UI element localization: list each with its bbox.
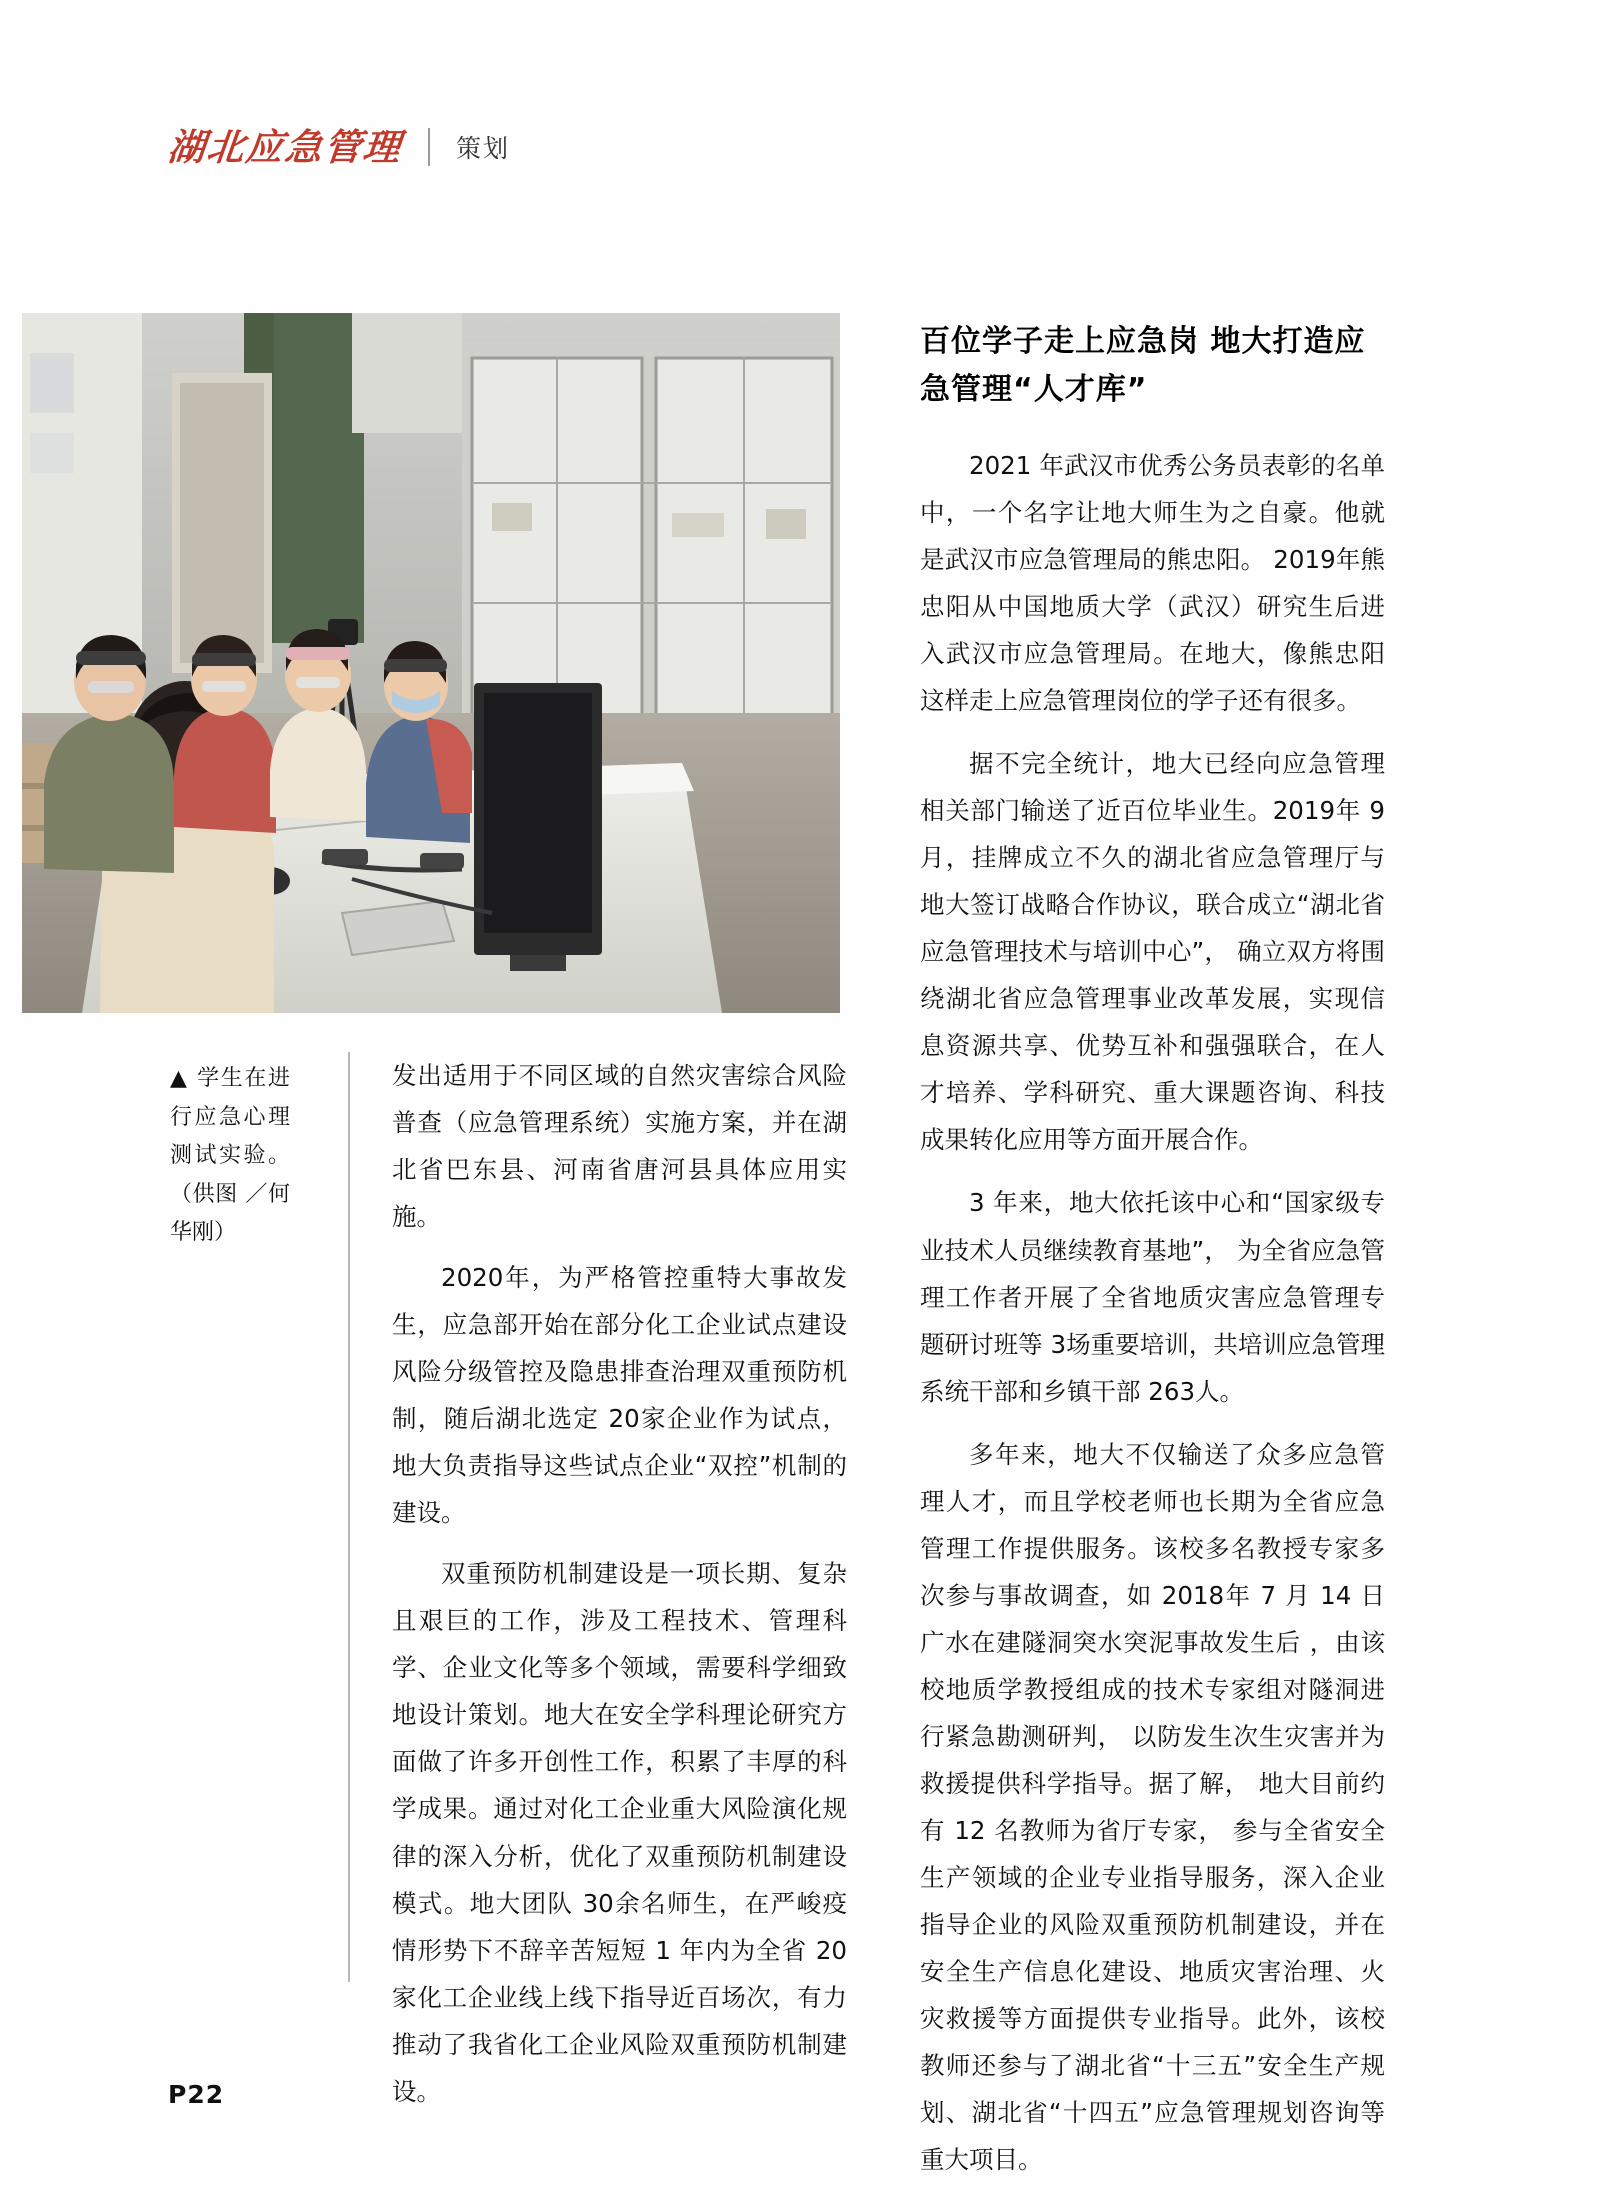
paragraph: 双重预防机制建设是一项长期、复杂且艰巨的工作，涉及工程技术、管理科学、企业文化等多个领域，需要科学细致地设计策划。地大在安全学科理论研究方面做了许多开创性工作，积累了丰厚的科学成果。通过对化工企业重大风险演化规律的深入分析，优化了双重预防机制建设模式。地大团队 30余名师生，在严峻疫情形势下不辞辛苦短短 1 年内为全省 20家化工企业线上线下指导近百场次，有力推动了我省化工企业风险双重预防机制建设。	[392, 1559, 847, 2106]
masthead-divider	[428, 128, 430, 166]
paragraph: 2020年，为严格管控重特大事故发生，应急部开始在部分化工企业试点建设风险分级管控及隐患排查治理双重预防机制，随后湖北选定 20家企业作为试点，地大负责指导这些试点企业“双控”机制的建设。	[392, 1263, 847, 1528]
right-body-column	[920, 318, 1385, 2199]
paragraph: 多年来，地大不仅输送了众多应急管理人才，而且学校老师也长期为全省应急管理工作提供服务。该校多名教授专家多次参与事故调查，如 2018年 7 月 14 日广水在建隧洞突水突泥事故发生后 ，由该校地质学教授组成的技术专家组对隧洞进行紧急勘测研判， 以防发生次生灾害并为救援提供科学指导。据了解， 地大目前约有 12 名教师为省厅专家， 参与全省安全生产领域的企业专业指导服务，深入企业指导企业的风险双重预防机制建设，并在安全生产信息化建设、地质灾害治理、火灾救援等方面提供专业指导。此外，该校教师还参与了湖北省“十三五”安全生产规划、湖北省“十四五”应急管理规划咨询等重大项目。	[920, 1439, 1385, 2175]
column-divider	[348, 1052, 350, 1982]
masthead	[165, 124, 511, 169]
paragraph: 2021 年武汉市优秀公务员表彰的名单中，一个名字让地大师生为之自豪。他就是武汉市应急管理局的熊忠阳。 2019年熊忠阳从中国地质大学（武汉）研究生后进入武汉市应急管理局。在地大，像熊忠阳这样走上应急管理岗位的学子还有很多。	[920, 451, 1385, 716]
paragraph: 发出适用于不同区域的自然灾害综合风险普查（应急管理系统）实施方案，并在湖北省巴东县、河南省唐河县具体应用实施。	[392, 1061, 847, 1232]
section-label: 策划	[456, 134, 511, 163]
photo-caption: ▲ 学生在进行应急心理测试实验。（供图 ／何华刚）	[170, 1066, 290, 1245]
page-number: P22	[168, 2080, 225, 2109]
article-headline: 百位学子走上应急岗 地大打造应急管理“人才库”	[920, 324, 1366, 407]
photo-illustration	[22, 313, 840, 1013]
students-psychological-test-photo	[22, 313, 840, 1013]
left-body-column	[392, 1052, 847, 2129]
paragraph: 据不完全统计，地大已经向应急管理相关部门输送了近百位毕业生。2019年 9 月，挂牌成立不久的湖北省应急管理厅与地大签订战略合作协议，联合成立“湖北省应急管理技术与培训中心”， 确立双方将围绕湖北省应急管理事业改革发展，实现信息资源共享、优势互补和强强联合，在人才培养、学科研究、重大课题咨询、科技成果转化应用等方面开展合作。	[920, 749, 1385, 1155]
publication-logo: 湖北应急管理	[165, 124, 405, 169]
paragraph: 3 年来，地大依托该中心和“国家级专业技术人员继续教育基地”， 为全省应急管理工作者开展了全省地质灾害应急管理专题研讨班等 3场重要培训，共培训应急管理系统干部和乡镇干部 263人。	[920, 1188, 1385, 1406]
